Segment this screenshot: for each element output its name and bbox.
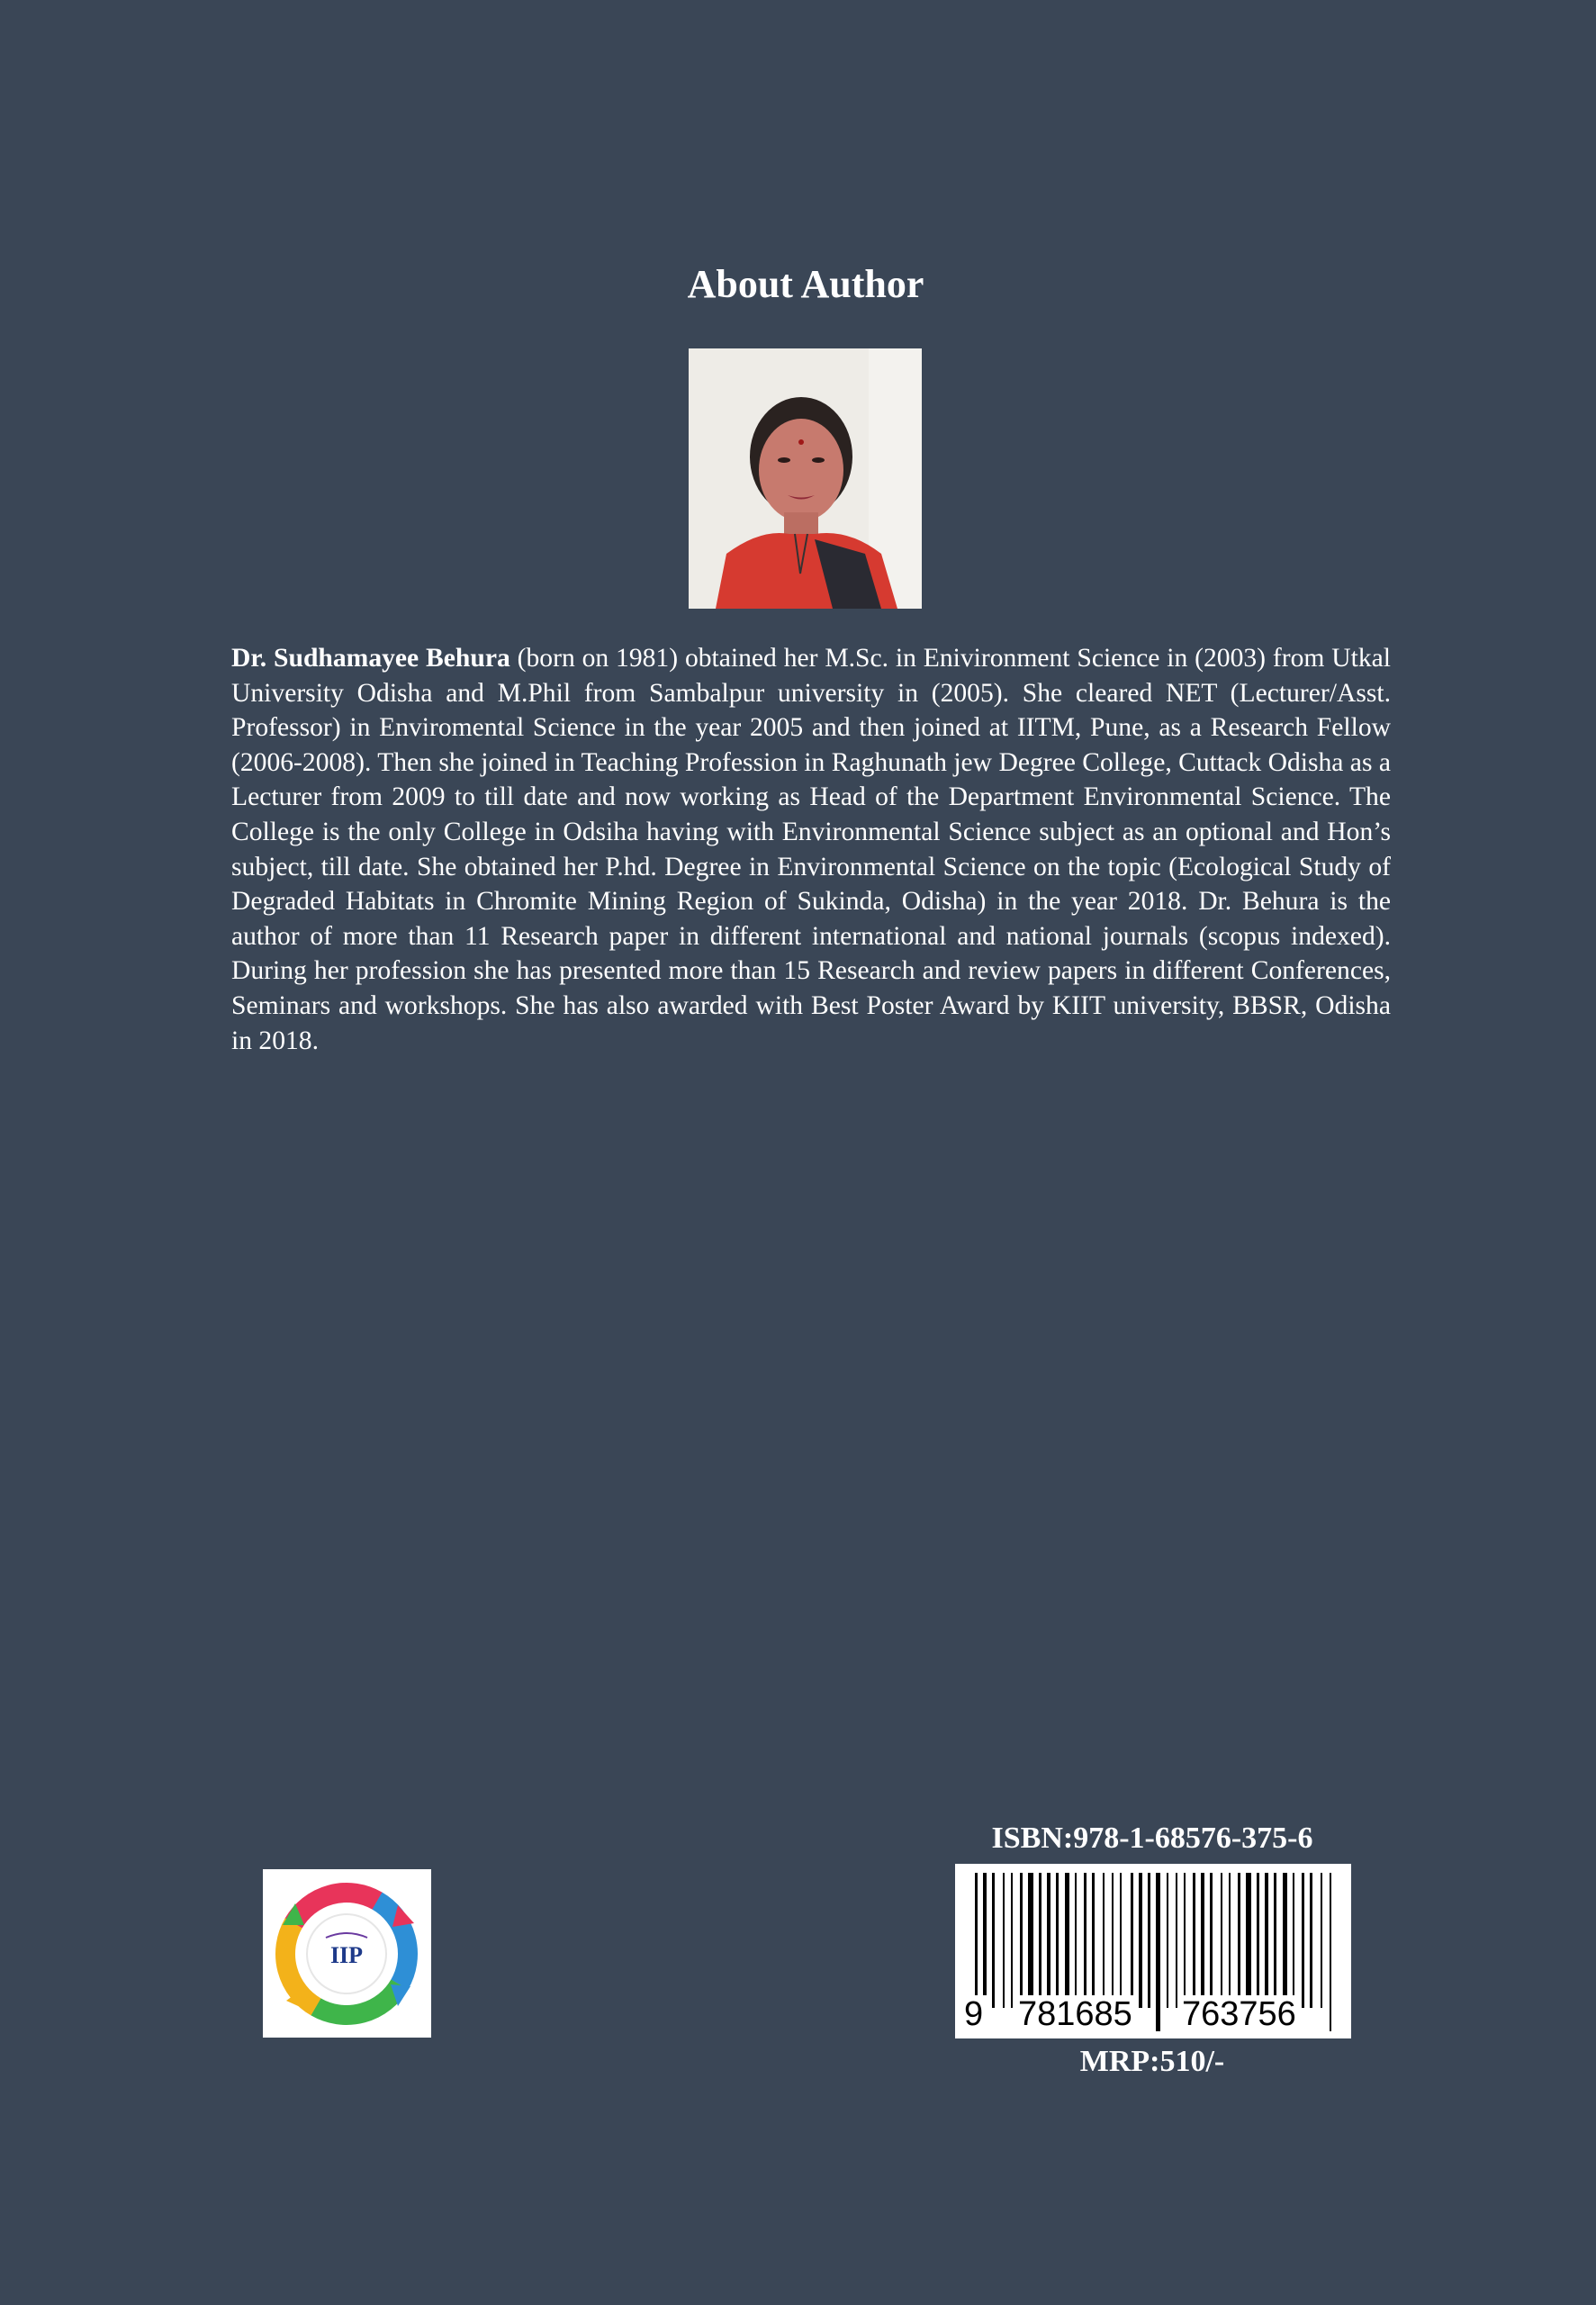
barcode-bar: [1238, 1873, 1240, 2008]
barcode-bar: [1131, 1873, 1133, 2008]
barcode-bar: [1321, 1873, 1322, 2008]
barcode-digits-right: 763756: [1178, 1995, 1300, 2033]
barcode-bar: [1047, 1873, 1050, 2008]
barcode-bar: [1103, 1873, 1105, 2008]
barcode-bar: [1075, 1873, 1077, 2008]
author-photo: [689, 348, 922, 609]
barcode-bar: [1139, 1873, 1142, 2008]
barcode-bar: [1293, 1873, 1294, 2008]
barcode-bar: [1039, 1873, 1041, 2008]
barcode-bar: [1246, 1873, 1251, 2008]
barcode-bar: [1028, 1873, 1033, 2008]
publisher-logo: [263, 1869, 431, 2038]
author-name: Dr. Sudhamayee Behura: [231, 644, 510, 673]
barcode-bar: [1274, 1873, 1276, 2008]
barcode-bar: [1302, 1873, 1304, 2008]
barcode-bar: [1201, 1873, 1204, 2008]
logo-initials: IIP: [329, 1942, 364, 1968]
isbn-barcode: [955, 1864, 1351, 2038]
biography-text: (born on 1981) obtained her M.Sc. in Enivironment Science in (2003) from Utkal University Odisha and M.Phil from Sambalpur university in (2005). She cleared NET (Lecturer/Asst. Professor) in Enviromental Science in the year 2005 and then joined at IITM, Pune, as a Research Fellow (2006-2008). Then she joined in Teaching Profession in Raghunath jew Degree College, Cuttack Odisha as a Lecturer from 2009 to till date and now working as Head of the Department Environmental Science. The College is the only College in Odsiha having with Environmental Science subject as an optional and Hon’s subject, till date. She obtained her P.hd. Degree in Environmental Science on the topic (Ecological Study of Degraded Habitats in Chromite Mining Region of Sukinda, Odisha) in the year 2018. Dr. Behura is the author of more than 11 Research paper in different international and national journals (scopus indexed). During her profession she has presented more than 15 Research and review papers in different Conferences, Seminars and workshops. She has also awarded with Best Poster Award by KIIT university, BBSR, Odisha in 2018.: [231, 644, 1391, 1055]
barcode-bar: [1229, 1873, 1231, 2008]
barcode-bar: [1184, 1873, 1186, 2008]
price-label: MRP:510/-: [1079, 2045, 1225, 2078]
barcode-bar: [1167, 1873, 1168, 2008]
barcode-bar: [1148, 1873, 1150, 2008]
barcode-bar: [1092, 1873, 1095, 2008]
barcode-bar: [1120, 1873, 1122, 2008]
barcode-bar: [1265, 1873, 1268, 2008]
isbn-label: ISBN:978-1-68576-375-6: [991, 1821, 1313, 1855]
about-author-heading: About Author: [687, 262, 924, 306]
barcode-bar: [1156, 1873, 1160, 2031]
barcode-bar: [1011, 1873, 1013, 2008]
barcode-bar: [1283, 1873, 1287, 2008]
barcode-bar: [1310, 1873, 1312, 2008]
barcode-bar: [1176, 1873, 1177, 2008]
barcode-bar: [1210, 1873, 1213, 2008]
barcode-bar: [1257, 1873, 1259, 2008]
barcode-bar: [1003, 1873, 1005, 2008]
barcode-digits-left: 781685: [1014, 1995, 1136, 2033]
barcode-bar: [1056, 1873, 1059, 2008]
barcode-bar: [1330, 1873, 1331, 2031]
barcode-bar: [1221, 1873, 1222, 2008]
barcode-bar: [1193, 1873, 1195, 2008]
barcode-bar: [992, 1873, 995, 2008]
barcode-bar: [1065, 1873, 1069, 2008]
barcode-bar: [1112, 1873, 1114, 2008]
author-biography: [231, 641, 1391, 1058]
barcode-digit-first: 9: [960, 1995, 987, 2033]
barcode-bar: [1084, 1873, 1087, 2008]
barcode-bar: [1020, 1873, 1023, 2008]
